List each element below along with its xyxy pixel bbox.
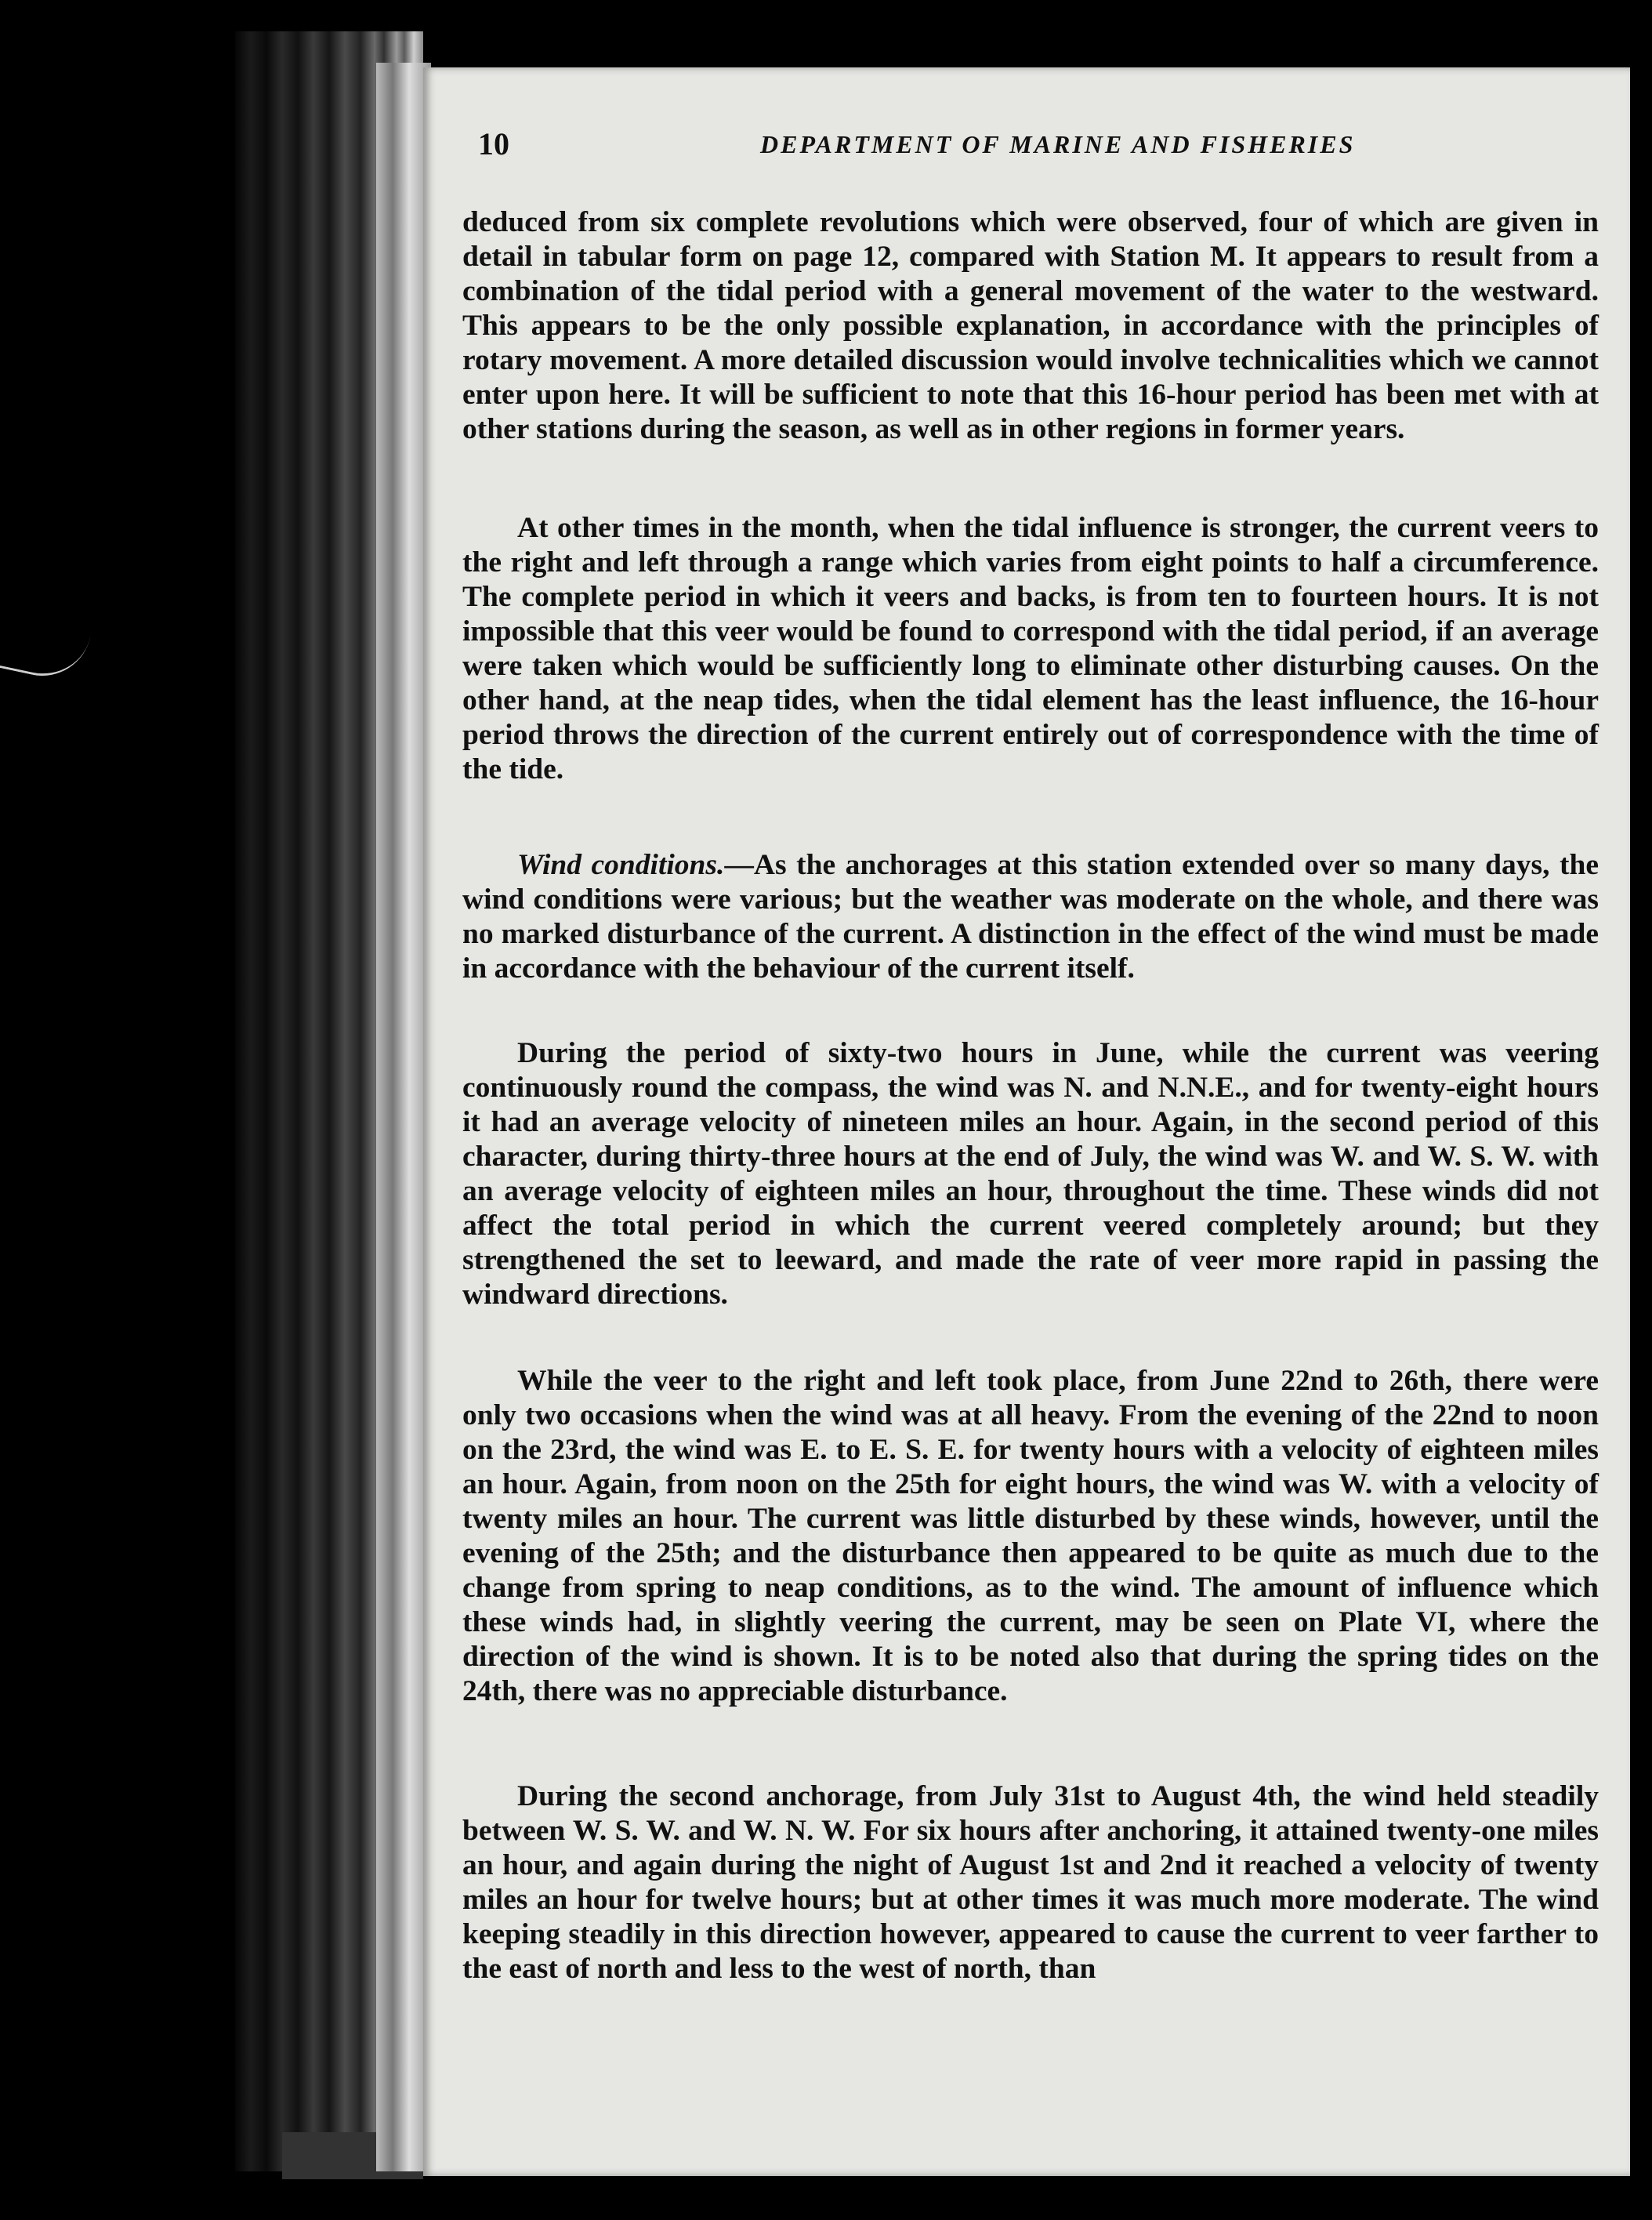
paragraph-5: [462, 1364, 1599, 1709]
page-number: 10: [478, 126, 509, 161]
paragraph-4: [462, 1036, 1599, 1312]
paragraph-1: [462, 205, 1599, 447]
running-head: DEPARTMENT OF MARINE AND FISHERIES: [760, 130, 1356, 158]
paragraph-text: While the veer to the right and left took place, from June 22nd to 26th, there were only two occasions when the wind was at all heavy. From the evening of the 22nd to noon on the 23rd, the wind was E. to E. S. E. for twenty hours with a velocity of eighteen miles an hour. Again, from noon on the 25th for eight hours, the wind was W. with a velocity of twenty miles an hour. The current was little disturbed by these winds, however, until the evening of the 25th; and the disturbance then appeared to be quite as much due to the change from spring to neap conditions, as to the wind. The amount of influence which these winds had, in slightly veering the current, may be seen on Plate VI, where the direction of the wind is shown. It is to be noted also that during the spring tides on the 24th, there was no appreciable disturbance.: [462, 1365, 1599, 1707]
paragraph-text: During the second anchorage, from July 31st to August 4th, the wind held steadily between W. S. W. and W. N. W. For six hours after anchoring, it attained twenty-one miles an hour, and again during the night of August 1st and 2nd it reached a velocity of twenty miles an hour for twelve hours; but at other times it was much more moderate. The wind keeping steadily in this direction however, appeared to cause the current to veer farther to the east of north and less to the west of north, than: [462, 1780, 1599, 1985]
section-lead: Wind conditions.: [517, 849, 725, 881]
paragraph-text: deduced from six complete revolutions which were observed, four of which are given in detail in tabular form on page 12, compared with Station M. It appears to result from a combination of the tidal period with a general movement of the water to the westward. This appears to be the only possible explanation, in accordance with the principles of rotary movement. A more detailed discussion would involve technicalities which we cannot enter upon here. It will be sufficient to note that this 16-hour period has been met with at other stations during the season, as well as in other regions in former years.: [462, 206, 1599, 445]
page-header: [478, 125, 1599, 172]
paragraph-wind-conditions: [462, 848, 1599, 986]
paragraph-text: During the period of sixty-two hours in June, while the current was veering continuously round the compass, the wind was N. and N.N.E., and for twenty-eight hours it had an average velocity of nineteen miles an hour. Again, in the second period of this character, during thirty-three hours at the end of July, the wind was W. and W. S. W. with an average velocity of eighteen miles an hour, throughout the time. These winds did not affect the total period in which the current veered completely around; but they strengthened the set to leeward, and made the rate of veer more rapid in passing the windward directions.: [462, 1037, 1599, 1311]
paragraph-text: [462, 848, 1599, 986]
paragraph-text: At other times in the month, when the tidal influence is stronger, the current veers to the right and left through a range which varies from eight points to half a circumference. The complete period in which it veers and backs, is from ten to fourteen hours. It is not impossible that this veer would be found to correspond with the tidal period, if an average were taken which would be sufficiently long to eliminate other disturbing causes. On the other hand, at the neap tides, when the tidal element has the least influence, the 16-hour period throws the direction of the current entirely out of correspondence with the time of the tide.: [462, 512, 1599, 785]
page-fibre-artifact: [0, 618, 90, 684]
paragraph-body: —As the anchorages at this station extended over so many days, the wind conditions were various; but the weather was moderate on the whole, and there was no marked disturbance of the current. A distinction in the effect of the wind must be made in accordance with the behaviour of the current itself.: [462, 849, 1599, 985]
paragraph-6: [462, 1779, 1599, 1986]
paragraph-2: [462, 511, 1599, 787]
